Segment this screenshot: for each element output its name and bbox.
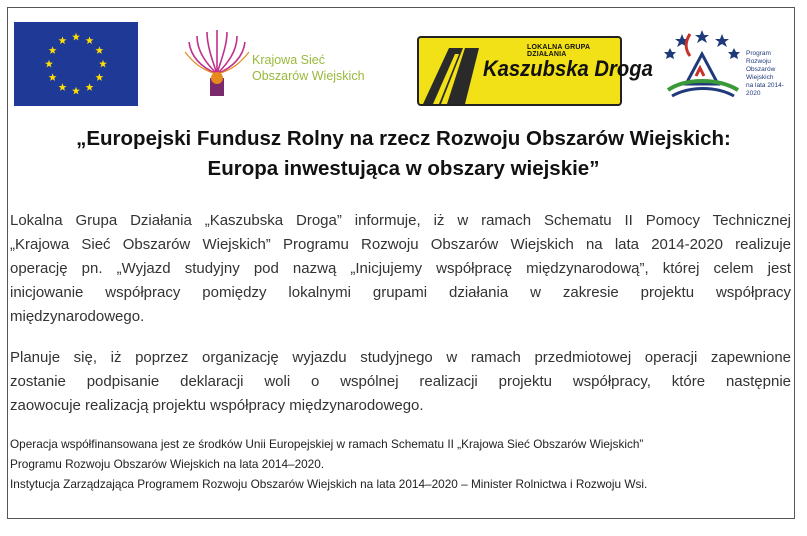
eu-star-icon xyxy=(59,36,67,44)
lgd-kaszubska-droga-logo xyxy=(417,36,653,106)
prow-label xyxy=(746,50,785,98)
prow-line-4: Wiejskich xyxy=(746,74,774,81)
eu-star-icon xyxy=(95,46,103,54)
road-icon xyxy=(419,38,489,104)
footer-note xyxy=(10,434,795,494)
ksow-tree-icon xyxy=(183,28,253,100)
lgd-small-label: LOKALNA GRUPA DZIAŁANIA xyxy=(527,44,591,58)
eu-star-icon xyxy=(95,73,103,81)
eu-star-icon xyxy=(72,33,80,41)
footer-line: Operacja współfinansowana jest ze środków Unii Europejskiej w ramach Schematu II „Krajowa Sieć Obszarów Wiejskich” xyxy=(10,437,644,451)
eu-star-icon xyxy=(59,83,67,91)
paragraph-2-line: zaowocuje realizacją projektu współpracy międzynarodowego. xyxy=(10,397,424,414)
paragraph-1 xyxy=(10,209,791,329)
eu-star-icon xyxy=(49,46,57,54)
lgd-big-label: Kaszubska Droga xyxy=(483,56,653,81)
prow-line-3: Obszarów xyxy=(746,66,776,73)
eu-star-icon xyxy=(86,83,94,91)
prow-line-2: Rozwoju xyxy=(746,58,771,65)
paragraph-2-line: Planuje się, iż poprzez organizację wyjazdu studyjnego w ramach przedmiotowej operacji zapewnione xyxy=(10,349,791,366)
ksow-logo xyxy=(183,28,393,100)
heading-line-2: Europa inwestująca w obszary wiejskie” xyxy=(207,157,600,180)
eu-star-icon xyxy=(45,60,53,68)
eu-stars-icon xyxy=(14,22,138,106)
paragraph-2-line: zostanie podpisanie deklaracji woli o wspólnej realizacji projektu współpracy, które następnie xyxy=(10,373,791,390)
prow-line-1: Program xyxy=(746,50,771,57)
paragraph-1-line: międzynarodowego. xyxy=(10,308,145,325)
paragraph-1-line: inicjowanie współpracy pomiędzy lokalnymi grupami działania w zakresie projektu współpracy xyxy=(10,284,791,301)
prow-logo xyxy=(660,28,785,98)
footer-line: Instytucja Zarządzająca Programem Rozwoju Obszarów Wiejskich na lata 2014–2020 – Minister Rolnictwa i Rozwoju Wsi. xyxy=(10,477,648,491)
ksow-line2: Obszarów Wiejskich xyxy=(252,69,365,83)
paragraph-2 xyxy=(10,346,791,418)
heading-line-1: „Europejski Fundusz Rolny na rzecz Rozwoju Obszarów Wiejskich: xyxy=(76,127,731,150)
footer-line: Programu Rozwoju Obszarów Wiejskich na lata 2014–2020. xyxy=(10,457,325,471)
paragraph-1-line: „Krajowa Sieć Obszarów Wiejskich” Programu Rozwoju Obszarów Wiejskich na lata 2014-2020 realizuje xyxy=(10,236,791,253)
eu-star-icon xyxy=(72,87,80,95)
prow-emblem-icon xyxy=(660,28,744,98)
eu-star-icon xyxy=(86,36,94,44)
paragraph-1-line: Lokalna Grupa Działania „Kaszubska Droga” informuje, iż w ramach Schematu II Pomocy Technicznej xyxy=(10,212,791,229)
eu-star-icon xyxy=(49,73,57,81)
ksow-line1: Krajowa Sieć xyxy=(252,53,325,67)
eu-flag-logo xyxy=(14,22,138,106)
prow-line-5: na lata 2014-2020 xyxy=(746,82,784,97)
eu-star-icon xyxy=(99,60,107,68)
paragraph-1-line: operację pn. „Wyjazd studyjny pod nazwą „Inicjujemy współpracę międzynarodową”, której celem jest xyxy=(10,260,791,277)
